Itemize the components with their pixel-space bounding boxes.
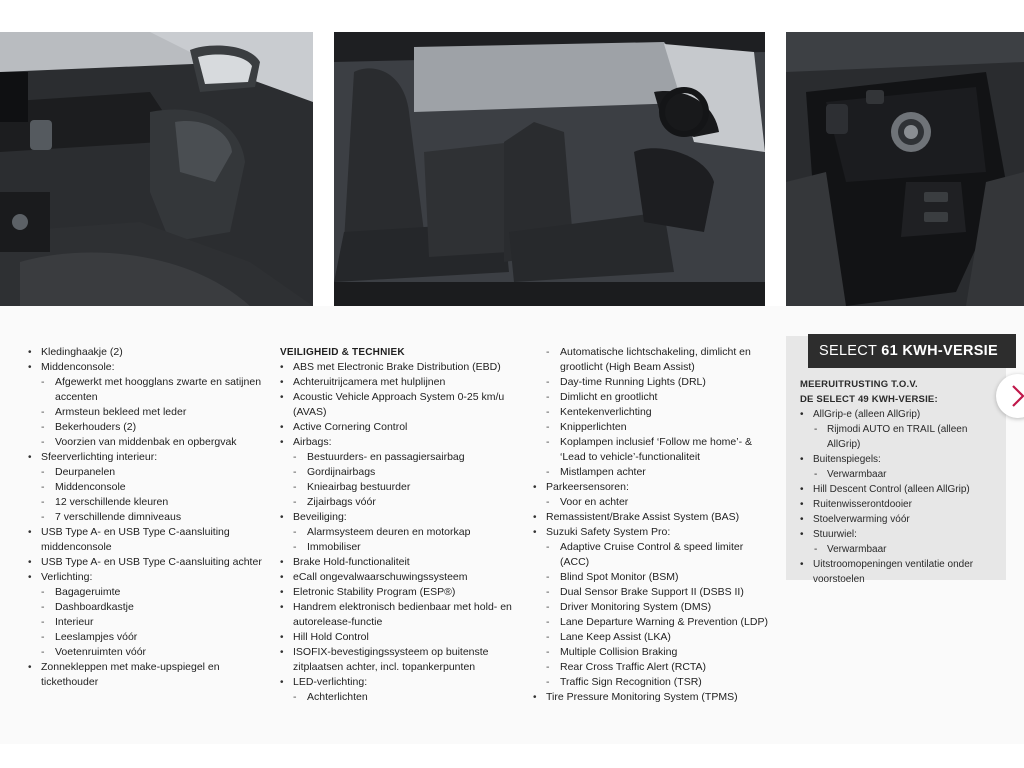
select-61-title-bold: 61 KWH-VERSIE: [881, 343, 998, 359]
sub-list-item: - Zijairbags vóór: [280, 495, 520, 510]
sub-list-item: - Blind Spot Monitor (BSM): [533, 570, 773, 585]
top-margin: [0, 0, 1024, 32]
list-item: • Sfeerverlichting interieur:: [28, 450, 268, 465]
extras-sub-item: - Verwarmbaar: [800, 542, 1000, 557]
sub-list-item: - Lane Departure Warning & Prevention (LDP): [533, 615, 773, 630]
center-console-photo: [786, 32, 1024, 306]
sub-list-item: - Afgewerkt met hoogglans zwarte en satijnen accenten: [28, 375, 268, 405]
sub-list-item: - Lane Keep Assist (LKA): [533, 630, 773, 645]
sub-list-item: - Immobiliser: [280, 540, 520, 555]
sub-list-item: - Multiple Collision Braking: [533, 645, 773, 660]
sub-list-item: - Bestuurders- en passagiersairbag: [280, 450, 520, 465]
section-heading: VEILIGHEID & TECHNIEK: [280, 347, 405, 358]
extras-sub-item: - Verwarmbaar: [800, 467, 1000, 482]
bottom-margin: [0, 744, 1024, 768]
sub-list-item: - Leeslampjes vóór: [28, 630, 268, 645]
equipment-column-2: [280, 345, 520, 705]
sub-list-item: - Dimlicht en grootlicht: [533, 390, 773, 405]
sub-list-item: - Voor en achter: [533, 495, 773, 510]
extras-heading-line-2: DE SELECT 49 KWH-VERSIE:: [800, 394, 938, 405]
list-item: • Tire Pressure Monitoring System (TPMS): [533, 690, 773, 705]
list-item: • Acoustic Vehicle Approach System 0-25 km/u (AVAS): [280, 390, 520, 420]
equipment-column-3: [533, 345, 773, 705]
list-item: • Brake Hold-functionaliteit: [280, 555, 520, 570]
list-item: • ISOFIX-bevestigingssysteem op buitenste zitplaatsen achter, incl. topankerpunten: [280, 645, 520, 675]
list-item: • Eletronic Stability Program (ESP®): [280, 585, 520, 600]
sub-list-item: - Knipperlichten: [533, 420, 773, 435]
extras-heading-line-1: MEERUITRUSTING T.O.V.: [800, 379, 918, 390]
list-item: • Suzuki Safety System Pro:: [533, 525, 773, 540]
extras-item: • Stoelverwarming vóór: [800, 512, 1000, 527]
extras-item: • Stuurwiel:: [800, 527, 1000, 542]
sub-list-item: - Interieur: [28, 615, 268, 630]
sub-list-item: - Adaptive Cruise Control & speed limiter (ACC): [533, 540, 773, 570]
extras-item: • Uitstroomopeningen ventilatie onder voorstoelen: [800, 557, 1000, 587]
sub-list-item: - Middenconsole: [28, 480, 268, 495]
sub-list-item: - Dashboardkastje: [28, 600, 268, 615]
sub-list-item: - Armsteun bekleed met leder: [28, 405, 268, 420]
sub-list-item: - Gordijnairbags: [280, 465, 520, 480]
sub-list-item: - Koplampen inclusief ‘Follow me home’- & ‘Lead to vehicle’-functionaliteit: [533, 435, 773, 465]
extras-item: • Ruitenwisserontdooier: [800, 497, 1000, 512]
sub-list-item: - Day-time Running Lights (DRL): [533, 375, 773, 390]
list-item: • Parkeersensoren:: [533, 480, 773, 495]
list-item: • Active Cornering Control: [280, 420, 520, 435]
extras-item: • Hill Descent Control (alleen AllGrip): [800, 482, 1000, 497]
sub-list-item: - Alarmsysteem deuren en motorkap: [280, 525, 520, 540]
list-item: • eCall ongevalwaarschuwingssysteem: [280, 570, 520, 585]
sub-list-item: - Achterlichten: [280, 690, 520, 705]
sub-list-item: - Knieairbag bestuurder: [280, 480, 520, 495]
list-item: • Middenconsole:: [28, 360, 268, 375]
list-item: • Handrem elektronisch bedienbaar met hold- en autorelease-functie: [280, 600, 520, 630]
equipment-column-1: [28, 345, 268, 690]
list-item: • USB Type A- en USB Type C-aansluiting achter: [28, 555, 268, 570]
sub-list-item: - Driver Monitoring System (DMS): [533, 600, 773, 615]
sub-list-item: - Voetenruimten vóór: [28, 645, 268, 660]
list-item: • Remassistent/Brake Assist System (BAS): [533, 510, 773, 525]
extras-item: • AllGrip-e (alleen AllGrip): [800, 407, 1000, 422]
chevron-right-icon: [1008, 384, 1024, 408]
sub-list-item: - Dual Sensor Brake Support II (DSBS II): [533, 585, 773, 600]
list-item: • Kledinghaakje (2): [28, 345, 268, 360]
sub-list-item: - Voorzien van middenbak en opbergvak: [28, 435, 268, 450]
sub-list-item: - Mistlampen achter: [533, 465, 773, 480]
sub-list-item: - Kentekenverlichting: [533, 405, 773, 420]
sub-list-item: - Traffic Sign Recognition (TSR): [533, 675, 773, 690]
list-item: • Hill Hold Control: [280, 630, 520, 645]
list-item: • ABS met Electronic Brake Distribution (EBD): [280, 360, 520, 375]
list-item: • Airbags:: [280, 435, 520, 450]
select-61-title-prefix: SELECT: [819, 343, 882, 359]
list-item: • USB Type A- en USB Type C-aansluiting middenconsole: [28, 525, 268, 555]
list-item: • Beveiliging:: [280, 510, 520, 525]
select-61-extras: [800, 377, 1000, 587]
sub-list-item: - 12 verschillende kleuren: [28, 495, 268, 510]
sub-list-item: - Automatische lichtschakeling, dimlicht en grootlicht (High Beam Assist): [533, 345, 773, 375]
dashboard-door-photo: [0, 32, 313, 306]
list-item: • Achteruitrijcamera met hulplijnen: [280, 375, 520, 390]
extras-item: • Buitenspiegels:: [800, 452, 1000, 467]
interior-seats-photo: [334, 32, 765, 306]
list-item: • LED-verlichting:: [280, 675, 520, 690]
sub-list-item: - 7 verschillende dimniveaus: [28, 510, 268, 525]
sub-list-item: - Bagageruimte: [28, 585, 268, 600]
list-item: • Verlichting:: [28, 570, 268, 585]
list-item: • Zonnekleppen met make-upspiegel en tickethouder: [28, 660, 268, 690]
sub-list-item: - Rear Cross Traffic Alert (RCTA): [533, 660, 773, 675]
extras-sub-item: - Rijmodi AUTO en TRAIL (alleen AllGrip): [800, 422, 1000, 452]
sub-list-item: - Deurpanelen: [28, 465, 268, 480]
sub-list-item: - Bekerhouders (2): [28, 420, 268, 435]
select-61-title: [808, 334, 1016, 368]
